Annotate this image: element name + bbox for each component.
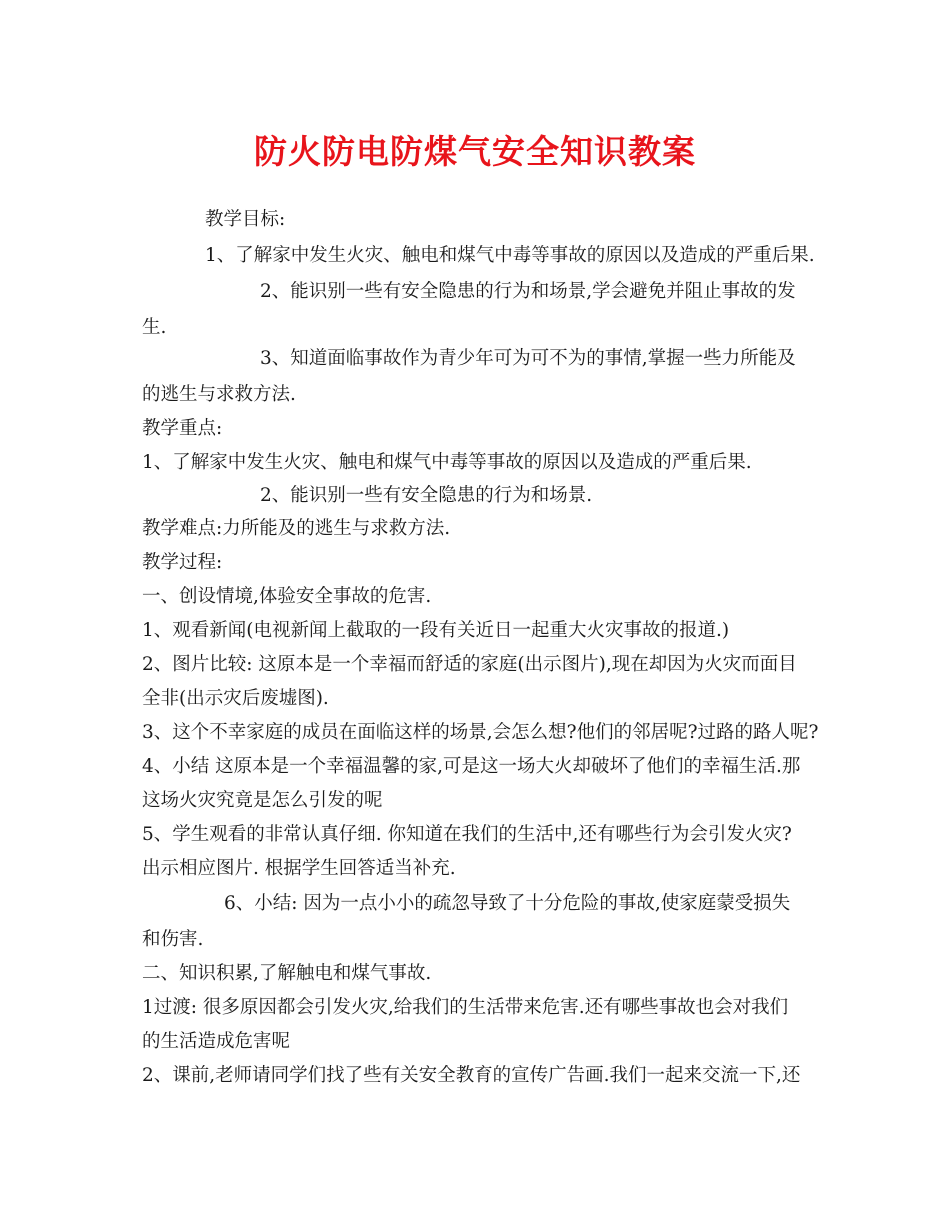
section-heading: 教学难点:力所能及的逃生与求救方法. <box>142 518 451 539</box>
section-heading: 教学过程: <box>142 552 223 573</box>
text-line: 1过渡: 很多原因都会引发火灾,给我们的生活带来危害.还有哪些事故也会对我们 <box>142 997 789 1018</box>
text-line: 的生活造成危害呢 <box>142 1031 291 1052</box>
text-line: 全非(出示灾后废墟图). <box>142 688 329 709</box>
section-heading: 二、知识积累,了解触电和煤气事故. <box>142 963 432 984</box>
document-title: 防火防电防煤气安全知识教案 <box>254 132 696 171</box>
text-line: 5、学生观看的非常认真仔细. 你知道在我们的生活中,还有哪些行为会引发火灾? <box>142 824 792 845</box>
text-line: 2、能识别一些有安全隐患的行为和场景. <box>260 485 593 506</box>
text-line: 和伤害. <box>142 929 204 950</box>
section-heading: 教学重点: <box>142 418 223 439</box>
text-line: 1、了解家中发生火灾、触电和煤气中毒等事故的原因以及造成的严重后果. <box>142 452 752 473</box>
text-line: 出示相应图片. 根据学生回答适当补充. <box>142 858 456 879</box>
text-line: 这场火灾究竟是怎么引发的呢 <box>142 790 383 811</box>
text-line: 4、小结 这原本是一个幸福温馨的家,可是这一场大火却破坏了他们的幸福生活.那 <box>142 756 801 777</box>
text-line: 生. <box>142 317 167 338</box>
text-line: 2、图片比较: 这原本是一个幸福而舒适的家庭(出示图片),现在却因为火灾而面目 <box>142 654 797 675</box>
text-line: 6、小结: 因为一点小小的疏忽导致了十分危险的事故,使家庭蒙受损失 <box>224 893 791 914</box>
text-line: 3、知道面临事故作为青少年可为可不为的事情,掌握一些力所能及 <box>260 348 796 369</box>
text-line: 1、观看新闻(电视新闻上截取的一段有关近日一起重大火灾事故的报道.) <box>142 620 730 641</box>
text-line: 3、这个不幸家庭的成员在面临这样的场景,会怎么想?他们的邻居呢?过路的路人呢? <box>142 722 819 743</box>
text-line: 的逃生与求救方法. <box>142 384 296 405</box>
text-line: 教学目标: <box>205 209 286 230</box>
section-heading: 一、创设情境,体验安全事故的危害. <box>142 586 432 607</box>
text-line: 2、能识别一些有安全隐患的行为和场景,学会避免并阻止事故的发 <box>260 281 796 302</box>
text-line: 2、课前,老师请同学们找了些有关安全教育的宣传广告画.我们一起来交流一下,还 <box>142 1065 801 1086</box>
text-line: 1、了解家中发生火灾、触电和煤气中毒等事故的原因以及造成的严重后果. <box>205 245 815 266</box>
